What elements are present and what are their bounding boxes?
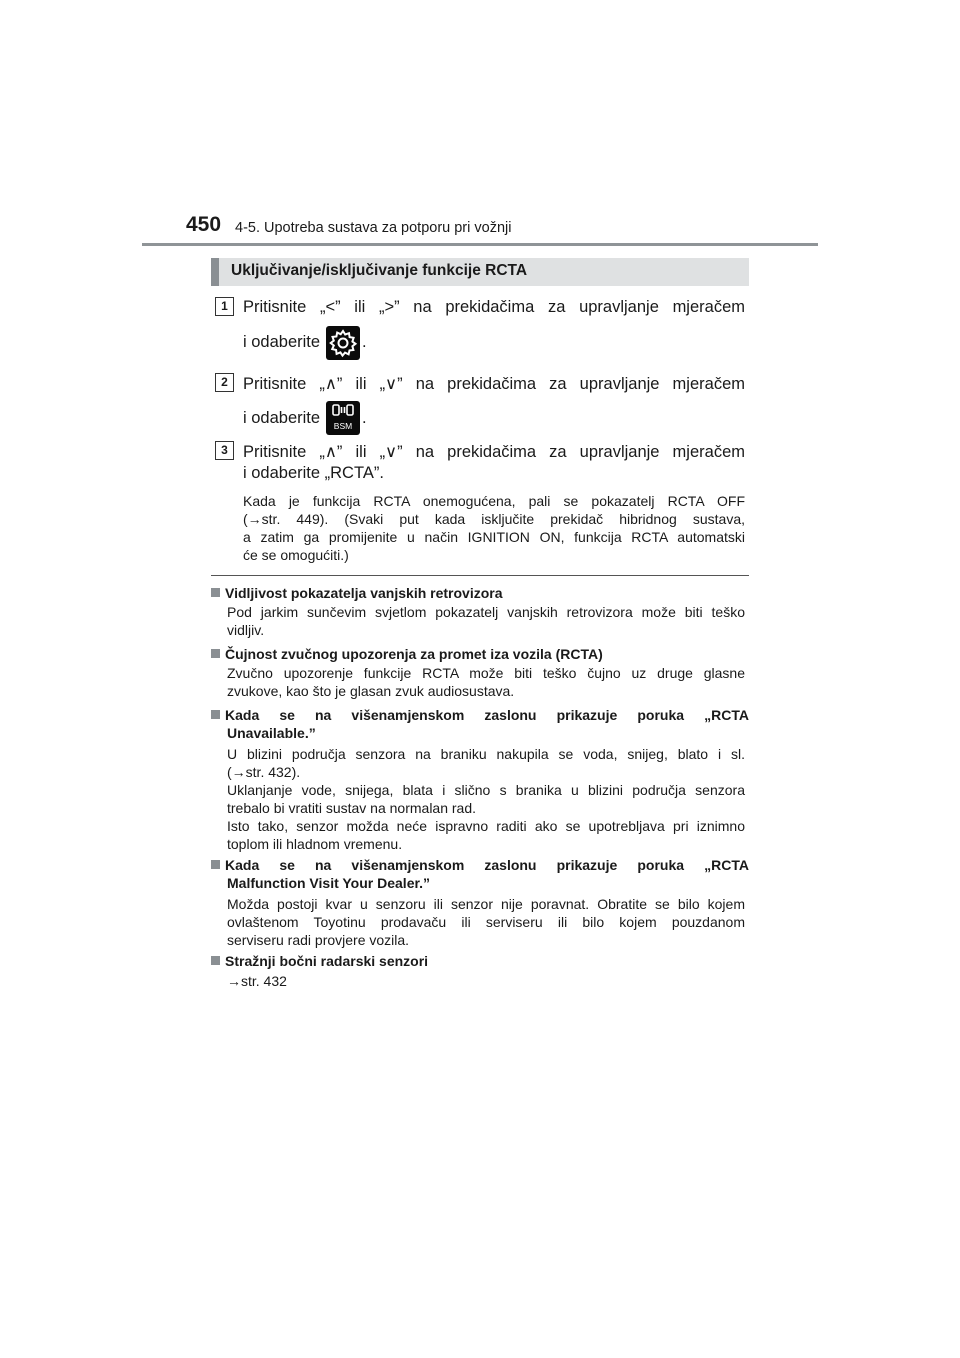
note-title-1 xyxy=(211,585,503,601)
section-divider xyxy=(211,575,749,576)
page-number: 450 xyxy=(186,213,222,236)
note-title-4-text-1: Kada se na višenamjenskom zaslonu prikazuje poruka „RCTA xyxy=(225,857,749,873)
square-bullet-icon xyxy=(211,649,220,658)
note-1-line-2: vidljiv. xyxy=(227,622,265,638)
step-3-note-line-2: (→str. 449). (Svaki put kada isključite prekidač hibridnog sustava, xyxy=(243,511,745,527)
section-heading xyxy=(211,258,749,286)
step-1-line-2-prefix: i odaberite xyxy=(243,333,321,351)
note-title-5 xyxy=(211,953,428,969)
step-3-note-line-1: Kada je funkcija RCTA onemogućena, pali se pokazatelj RCTA OFF xyxy=(243,493,745,509)
note-3-line-3: Uklanjanje vode, snijega, blata i slično s branika u blizini područja senzora xyxy=(227,782,745,798)
note-title-2-text: Čujnost zvučnog upozorenja za promet iza vozila (RCTA) xyxy=(225,646,603,662)
square-bullet-icon xyxy=(211,860,220,869)
note-3-line-2: (→str. 432). xyxy=(227,764,301,780)
note-3-line-6: toplom ili hladnom vremenu. xyxy=(227,836,403,852)
note-title-3-text-1: Kada se na višenamjenskom zaslonu prikazuje poruka „RCTA xyxy=(225,707,749,723)
step-2-line-2-suffix: . xyxy=(362,409,367,427)
chapter-title: 4-5. Upotreba sustava za potporu pri vožnji xyxy=(235,220,512,236)
note-3-line-4: trebalo bi vratiti sustav na normalan rad. xyxy=(227,800,477,816)
note-title-3 xyxy=(211,707,749,723)
note-title-4-cont: Malfunction Visit Your Dealer.” xyxy=(227,875,431,891)
note-5-line-1: →str. 432 xyxy=(227,973,287,989)
square-bullet-icon xyxy=(211,956,220,965)
step-number-1: 1 xyxy=(215,297,234,316)
square-bullet-icon xyxy=(211,710,220,719)
step-2-line-2-prefix: i odaberite xyxy=(243,409,321,427)
note-title-4 xyxy=(211,857,749,873)
note-2-line-2: zvukove, kao što je glasan zvuk audiosustava. xyxy=(227,683,515,699)
gear-icon xyxy=(326,326,360,360)
section-heading-text: Uključivanje/isključivanje funkcije RCTA xyxy=(231,262,528,279)
note-3-line-1: U blizini područja senzora na braniku nakupila se voda, snijeg, blato i sl. xyxy=(227,746,745,762)
note-title-2 xyxy=(211,646,603,662)
square-bullet-icon xyxy=(211,588,220,597)
step-number-3: 3 xyxy=(215,441,234,460)
step-2-line-1: Pritisnite „∧” ili „∨” na prekidačima za upravljanje mjeračem xyxy=(243,375,745,393)
step-3-line-1: Pritisnite „∧” ili „∨” na prekidačima za upravljanje mjeračem xyxy=(243,443,745,461)
note-2-line-1: Zvučno upozorenje funkcije RCTA može biti teško čujno uz druge glasne xyxy=(227,665,745,681)
note-4-line-1: Možda postoji kvar u senzoru ili senzor nije poravnat. Obratite se bilo kojem xyxy=(227,896,745,912)
note-title-5-text: Stražnji bočni radarski senzori xyxy=(225,953,429,969)
note-1-line-1: Pod jarkim sunčevim svjetlom pokazatelj vanjskih retrovizora može biti teško xyxy=(227,604,745,620)
step-3-note-line-4: će se omogućiti.) xyxy=(243,547,349,563)
note-4-line-3: serviseru radi provjere vozila. xyxy=(227,932,410,948)
step-1-line-1: Pritisnite „<” ili „>” na prekidačima za upravljanje mjeračem xyxy=(243,298,745,316)
step-3-line-2: i odaberite „RCTA”. xyxy=(243,464,384,482)
note-title-1-text: Vidljivost pokazatelja vanjskih retrovizora xyxy=(225,585,503,601)
step-1-line-2-suffix: . xyxy=(362,333,367,351)
note-3-line-5: Isto tako, senzor možda neće ispravno raditi ako se upotrebljava pri iznimno xyxy=(227,818,745,834)
bsm-icon-label: BSM xyxy=(333,421,353,431)
bsm-icon xyxy=(326,401,360,435)
step-3-note-line-3: a zatim ga promijenite u način IGNITION ON, funkcija RCTA automatski xyxy=(243,529,745,545)
note-4-line-2: ovlaštenom Toyotinu prodavaču ili serviseru ili bilo kojem pouzdanom xyxy=(227,914,745,930)
note-title-3-cont: Unavailable.” xyxy=(227,725,316,741)
step-number-2: 2 xyxy=(215,373,234,392)
header-rule xyxy=(142,243,818,246)
